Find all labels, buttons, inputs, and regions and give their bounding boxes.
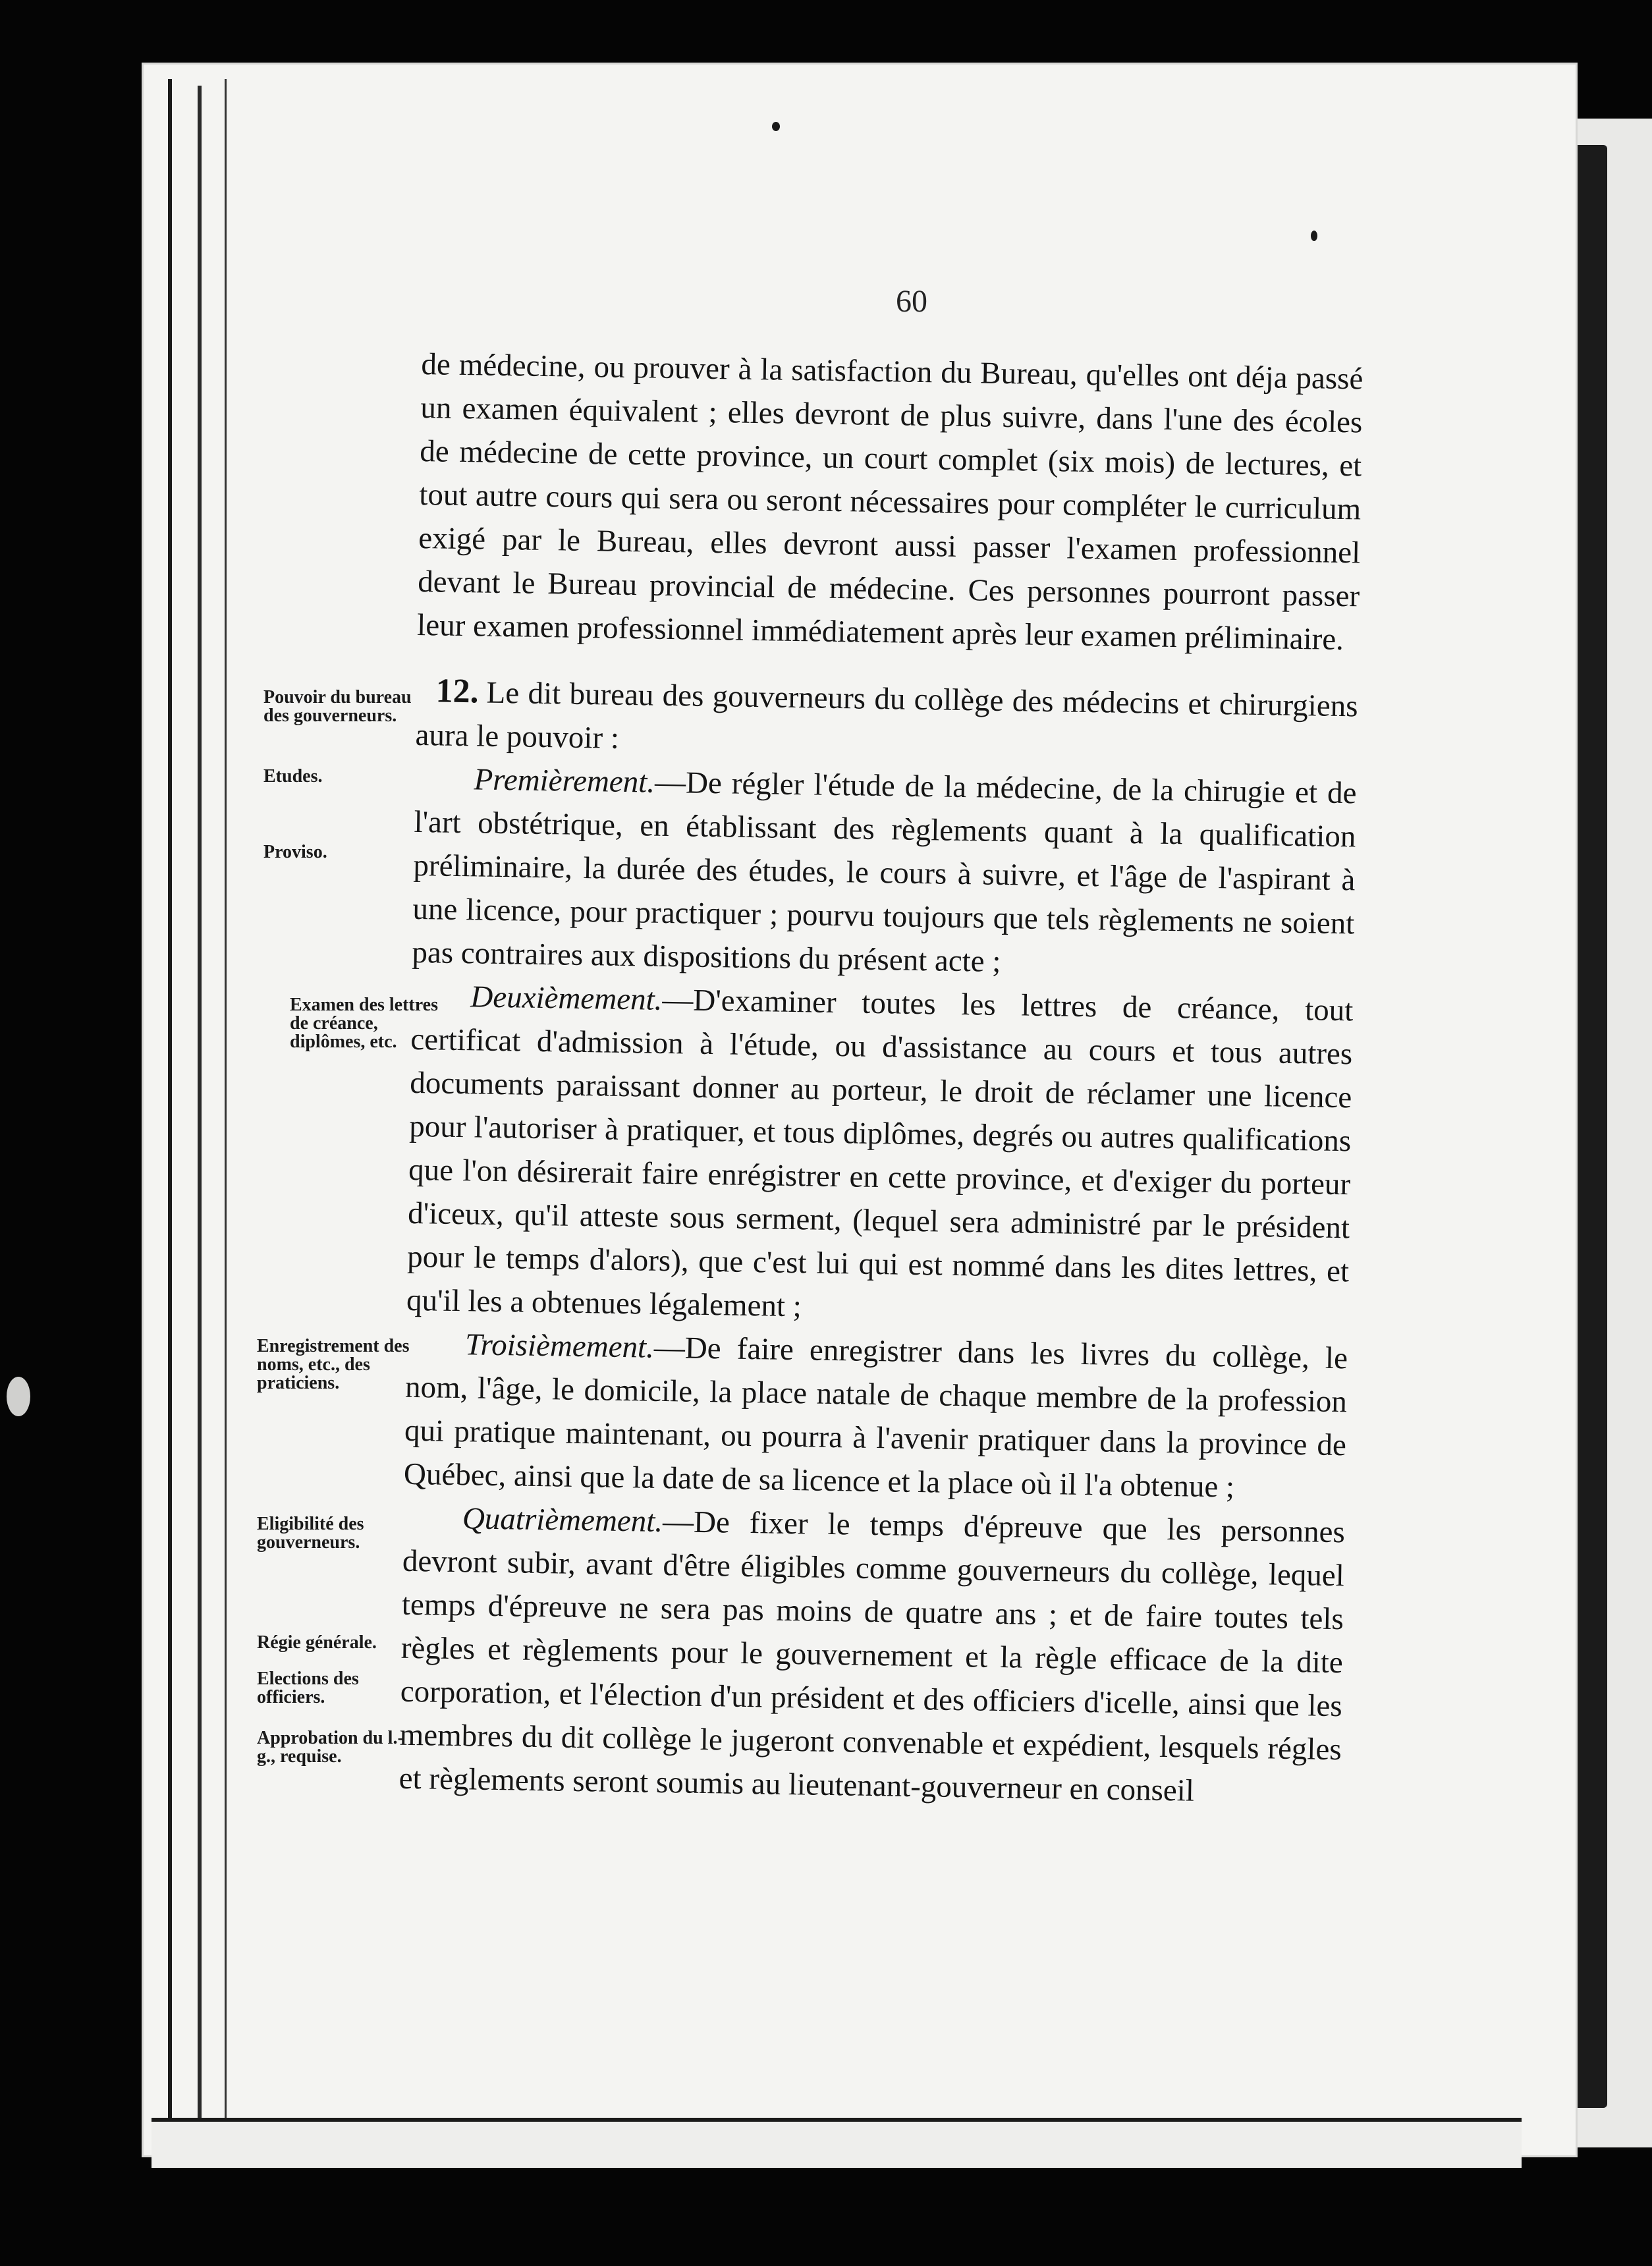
margin-note: Eligibilité des gouverneurs. — [257, 1514, 364, 1553]
page-stack-line — [198, 86, 202, 2128]
margin-note: Enregistrement des noms, etc., des praticiens. — [257, 1336, 410, 1393]
margin-note: Régie générale. — [257, 1632, 377, 1653]
item-text: —De fixer le temps d'épreuve que les personnes devront subir, avant d'être éligibles comme gouverneurs du collège, lequel temps d'épreuve ne sera pas moins de quatre ans ; et de faire toutes tels règles et règlements pour le gouvernement et la règle efficace de la dite corporation, et l'élection d'un président et des officiers d'icelle, ainsi que les membres du dit collège le jugeront convenable et expédient, lesquels régles et règlements seront soumis au lieutenant-gouverneur en conseil — [399, 1504, 1346, 1808]
body-text — [399, 343, 1363, 1815]
item-paragraph — [412, 757, 1357, 989]
scan-speck — [1311, 231, 1317, 241]
item-paragraph — [406, 974, 1354, 1337]
margin-note: Elections des officiers. — [257, 1669, 359, 1707]
section-intro: Le dit bureau des gouverneurs du collège des médecins et chirurgiens aura le pouvoir : — [415, 675, 1358, 756]
section-number: 12. — [435, 672, 480, 711]
continuation-paragraph: de médecine, ou prouver à la satisfaction du Bureau, qu'elles ont déja passé un examen équivalent ; elles devront de plus suivre, dans l'une des écoles de médecine de cette province, un court complet (six mois) de lectures, et tout autre cours qui sera ou seront nécessaires pour compléter le curriculum exigé par le Bureau, elles devront aussi passer l'examen professionnel devant le Bureau provincial de médecine. Ces personnes pourront passer leur examen professionnel immédiatement après leur examen préliminaire. — [416, 346, 1363, 657]
item-paragraph — [403, 1322, 1348, 1510]
item-text: —D'examiner toutes les lettres de créance, tout certificat d'admission à l'étude, ou d'assistance au cours et tous autres documents paraissant donner au porteur, le droit de réclamer une licence pour l'autoriser à pratiquer, et tous diplômes, degrés ou autres qualifications que l'on désirerait faire enrégistrer en cette province, et d'exiger du porteur d'iceux, qu'il atteste sous serment, (lequel sera administré par le président pour le temps d'alors), que c'est lui qui est nommé dans les dites lettres, et qu'il les a obtenues légalement ; — [406, 982, 1354, 1324]
item-lead: Troisièmement. — [464, 1327, 655, 1365]
margin-note: Examen des lettres de créance, diplômes, etc. — [290, 995, 438, 1052]
section-paragraph — [415, 669, 1358, 771]
margin-note: Proviso. — [263, 842, 327, 862]
page-bottom-edge — [151, 2118, 1522, 2168]
page-number: 60 — [896, 284, 927, 319]
scan-speck — [7, 1377, 30, 1416]
margin-note: Pouvoir du bureau des gouverneurs. — [263, 687, 412, 726]
item-paragraph — [399, 1496, 1345, 1815]
margin-note: Approbation du l.-g., requise. — [257, 1728, 404, 1767]
item-text: —De régler l'étude de la médecine, de la chirugie et de l'art obstétrique, en établissant des règlements quant à la qualification préliminaire, la durée des études, le cours à suivre, et l'âge de l'aspirant à une licence, pour practiquer ; pourvu toujours que tels règlements ne soient pas contraires aux dispositions du présent acte ; — [412, 765, 1357, 979]
margin-note: Etudes. — [263, 766, 323, 787]
item-lead: Deuxièmement. — [470, 980, 663, 1017]
item-text: —De faire enregistrer dans les livres du collège, le nom, l'âge, le domicile, la place natale de chaque membre de la profession qui pratique maintenant, ou pourra à l'avenir pratiquer dans la province de Québec, ainsi que la date de sa licence et la place où il l'a obtenue ; — [403, 1330, 1348, 1505]
scan-speck — [772, 122, 780, 131]
item-lead: Premièrement. — [474, 762, 655, 800]
item-lead: Quatrièmement. — [462, 1501, 663, 1539]
